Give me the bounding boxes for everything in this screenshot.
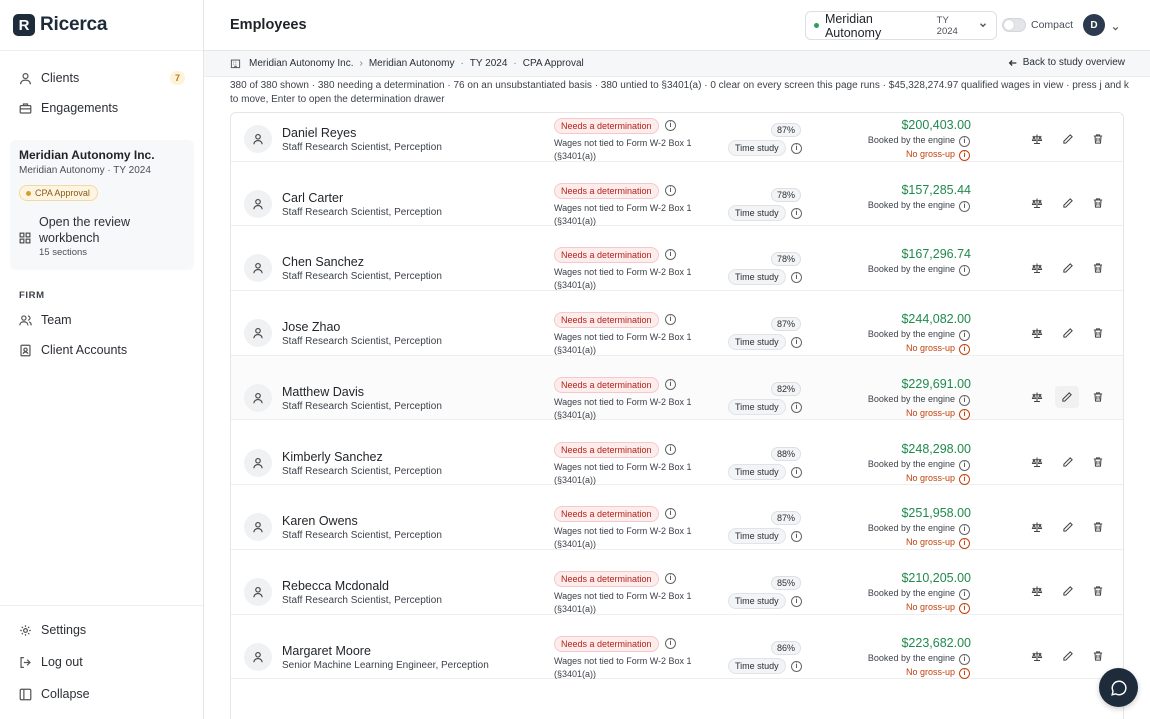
booked-label: Booked by the engine [867,587,955,598]
study-select[interactable] [805,11,997,40]
info-icon[interactable]: i [959,330,970,341]
info-icon[interactable]: i [959,474,970,485]
booked-label: Booked by the engine [867,264,955,275]
scale-icon[interactable] [1030,456,1043,469]
person-icon [244,578,272,606]
employee-name[interactable]: Matthew Davis [282,384,364,399]
gross-up-label: No gross-up [905,149,955,159]
info-icon[interactable]: i [665,573,676,584]
percentage-badge: 87% [771,317,801,331]
breadcrumb [204,51,1150,77]
nav-engagements[interactable] [19,101,185,115]
nav-label: Log out [41,655,83,669]
wage-note: Wages not tied to Form W-2 Box 1 (§3401(a)) [554,202,692,226]
person-icon [244,319,272,347]
trash-icon[interactable] [1091,585,1104,598]
workbench-sub: 15 sections [39,247,88,258]
employee-title: Staff Research Scientist, Perception [282,465,442,477]
time-study-badge: Time study [728,269,786,285]
scale-icon[interactable] [1030,326,1043,339]
employee-title: Staff Research Scientist, Perception [282,206,442,218]
info-icon[interactable]: i [665,120,676,131]
needs-determination-badge[interactable]: Needs a determination [554,118,659,134]
firm-section-label: FIRM [19,290,45,301]
briefcase-icon [19,102,32,115]
nav-label: Engagements [41,101,119,115]
booked-label: Booked by the engine [867,199,955,210]
info-icon[interactable]: i [959,589,970,600]
info-icon[interactable]: i [791,337,802,348]
gross-up-label: No gross-up [905,601,955,612]
table-row[interactable] [231,226,1123,291]
nav-label: Clients [41,71,80,85]
nav-label: Settings [41,623,87,637]
chat-button[interactable] [1099,668,1138,707]
breadcrumb-year: TY 2024 [469,58,508,69]
employee-list [230,112,1124,719]
table-row[interactable] [231,679,1123,719]
info-icon[interactable]: i [959,395,970,406]
wage-note: Wages not tied to Form W-2 Box 1 (§3401(a)) [554,396,692,420]
scale-icon[interactable] [1030,197,1043,210]
info-icon[interactable]: i [959,460,970,471]
wage-note: Wages not tied to Form W-2 Box 1 (§3401(a)) [554,655,692,679]
wage-note: Wages not tied to Form W-2 Box 1 (§3401(a)) [554,526,692,550]
info-icon[interactable]: i [959,603,970,614]
edit-icon[interactable] [1061,197,1074,210]
nav-settings[interactable] [19,623,185,637]
person-icon [244,384,272,412]
edit-icon[interactable] [1061,456,1074,469]
needs-determination-badge[interactable]: Needs a determination [554,442,659,458]
brand[interactable] [13,14,107,36]
time-study-badge: Time study [728,399,786,415]
info-icon[interactable]: i [665,444,676,455]
booked-label: Booked by the engine [867,523,955,534]
table-row[interactable] [231,112,1123,162]
id-card-icon [19,344,32,357]
info-icon[interactable]: i [791,531,802,542]
table-row[interactable] [231,356,1123,421]
nav-label: Collapse [41,687,90,701]
breadcrumb-client[interactable]: Meridian Autonomy Inc. [249,58,354,69]
wage-note: Wages not tied to Form W-2 Box 1 (§3401(a)) [554,138,692,161]
edit-icon[interactable] [1061,261,1074,274]
back-label: Back to study overview [1022,57,1125,68]
employee-title: Staff Research Scientist, Perception [282,142,442,153]
scale-icon[interactable] [1030,261,1043,274]
trash-icon[interactable] [1091,456,1104,469]
breadcrumb-separator: · [460,58,464,69]
employee-name[interactable]: Chen Sanchez [282,255,365,270]
status-badge [19,185,98,201]
scale-icon[interactable] [1030,585,1043,598]
brand-name: Ricerca [40,14,108,35]
edit-icon[interactable] [1061,520,1074,533]
qualified-wage-amount: $167,296.74 [901,247,971,262]
employee-title: Staff Research Scientist, Perception [282,594,442,606]
time-study-badge: Time study [728,205,786,221]
client-card [10,140,194,270]
arrow-left-icon [1008,58,1018,68]
info-icon[interactable]: i [959,265,970,276]
topbar [204,0,1150,51]
compact-label: Compact [1031,19,1074,31]
info-icon[interactable]: i [665,638,676,649]
trash-icon[interactable] [1091,520,1104,533]
table-row[interactable] [231,550,1123,615]
percentage-badge: 87% [771,511,801,525]
needs-determination-badge[interactable]: Needs a determination [554,183,659,199]
nav-clients[interactable] [19,71,185,85]
info-icon[interactable]: i [791,596,802,607]
percentage-badge: 87% [771,123,801,137]
needs-determination-badge[interactable]: Needs a determination [554,247,659,263]
needs-determination-badge[interactable]: Needs a determination [554,506,659,522]
info-icon[interactable]: i [791,467,802,478]
booked-label: Booked by the engine [867,329,955,340]
employee-name[interactable]: Jose Zhao [282,320,341,335]
table-row[interactable] [231,485,1123,550]
needs-determination-badge[interactable]: Needs a determination [554,312,659,328]
scale-icon[interactable] [1030,650,1043,663]
breadcrumb-separator: › [359,58,363,69]
percentage-badge: 78% [771,252,801,266]
employee-name[interactable]: Karen Owens [282,514,358,529]
qualified-wage-amount: $223,682.00 [901,635,971,650]
info-icon[interactable]: i [791,143,802,154]
info-icon[interactable]: i [959,201,970,212]
percentage-badge: 86% [771,641,801,655]
gross-up-label: No gross-up [905,666,955,677]
needs-determination-badge[interactable]: Needs a determination [554,377,659,393]
edit-icon[interactable] [1061,132,1074,145]
trash-icon[interactable] [1091,326,1104,339]
person-icon [244,449,272,477]
trash-icon[interactable] [1091,132,1104,145]
info-icon[interactable]: i [791,402,802,413]
qualified-wage-amount: $210,205.00 [901,570,971,585]
booked-label: Booked by the engine [867,458,955,469]
nav-label: Team [41,313,72,327]
status-dot [814,23,819,28]
employee-name[interactable]: Margaret Moore [282,643,371,658]
info-icon[interactable]: i [665,314,676,325]
qualified-wage-amount: $157,285.44 [901,182,971,197]
scale-icon[interactable] [1030,520,1043,533]
open-workbench-link[interactable] [19,214,159,258]
employee-title: Staff Research Scientist, Perception [282,400,442,412]
info-icon[interactable]: i [959,668,970,679]
employee-name[interactable]: Carl Carter [282,190,344,205]
clients-count-badge: 7 [170,71,185,85]
sidebar [0,0,204,719]
employee-name[interactable]: Rebecca Mcdonald [282,578,390,593]
time-study-badge: Time study [728,528,786,544]
trash-icon[interactable] [1091,261,1104,274]
edit-icon[interactable] [1055,386,1079,408]
users-icon [19,314,32,327]
time-study-badge: Time study [728,593,786,609]
qualified-wage-amount: $229,691.00 [901,376,971,391]
gross-up-label: No gross-up [905,472,955,483]
gross-up-label: No gross-up [905,537,955,548]
person-icon [244,254,272,282]
wage-note: Wages not tied to Form W-2 Box 1 (§3401(a)) [554,332,692,356]
nav-collapse[interactable] [19,687,185,701]
building-icon [230,58,241,69]
info-icon[interactable]: i [959,409,970,420]
table-row[interactable] [231,421,1123,486]
study-year: TY 2024 [936,14,958,37]
needs-determination-badge[interactable]: Needs a determination [554,571,659,587]
study-name: Meridian Autonomy [824,11,882,40]
person-icon [244,513,272,541]
divider [0,50,203,51]
info-icon[interactable]: i [665,249,676,260]
trash-icon[interactable] [1091,650,1104,663]
trash-icon[interactable] [1091,391,1104,404]
info-icon[interactable]: i [665,508,676,519]
employee-title: Staff Research Scientist, Perception [282,530,442,542]
booked-label: Booked by the engine [867,393,955,404]
workbench-title: Open the review workbench [39,215,131,245]
logout-icon [19,656,32,669]
trash-icon[interactable] [1091,197,1104,210]
chevron-down-icon [978,19,988,33]
gross-up-label: No gross-up [905,343,955,354]
edit-icon[interactable] [1061,585,1074,598]
info-icon[interactable]: i [959,654,970,665]
qualified-wage-amount: $251,958.00 [901,506,971,521]
chat-bubble-icon [1110,679,1128,697]
person-icon [244,125,272,153]
divider [0,605,203,606]
page-title: Employees [230,17,307,33]
edit-icon[interactable] [1061,650,1074,663]
compact-toggle[interactable] [1002,18,1026,32]
gear-icon [19,624,32,637]
person-icon [244,643,272,671]
time-study-badge: Time study [728,658,786,674]
scale-icon[interactable] [1030,391,1043,404]
percentage-badge: 85% [771,576,801,590]
list-summary: 380 of 380 shown · 380 needing a determination · 76 on an unsubstantiated basis · 380 untied to §3401(a) · 0 clear on every screen this page runs · $45,328,274.97 qualified wages in view · press j and k to move, Enter to open the determination drawer [230,80,1129,105]
grid-icon [19,232,31,244]
info-icon[interactable]: i [665,379,676,390]
qualified-wage-amount: $248,298.00 [901,441,971,456]
nav-label: Client Accounts [41,343,128,357]
info-icon[interactable]: i [665,185,676,196]
needs-determination-badge[interactable]: Needs a determination [554,636,659,652]
info-icon[interactable]: i [959,524,970,535]
edit-icon[interactable] [1061,326,1074,339]
user-icon [19,72,32,85]
info-icon[interactable]: i [791,208,802,219]
breadcrumb-separator: · [513,58,517,69]
collapse-icon [19,688,32,701]
employee-title: Staff Research Scientist, Perception [282,271,442,283]
client-sub: Meridian Autonomy · TY 2024 [19,165,151,176]
percentage-badge: 88% [771,447,801,461]
employee-title: Staff Research Scientist, Perception [282,336,442,348]
info-icon[interactable]: i [959,344,970,355]
status-label: CPA Approval [35,188,90,198]
percentage-badge: 82% [771,382,801,396]
info-icon[interactable]: i [959,150,970,161]
table-row[interactable] [231,615,1123,680]
booked-label: Booked by the engine [867,135,955,145]
avatar[interactable]: D [1083,14,1105,36]
person-icon [244,190,272,218]
breadcrumb-stage: CPA Approval [522,58,584,69]
nav-team[interactable] [19,313,185,327]
wage-note: Wages not tied to Form W-2 Box 1 (§3401(a)) [554,590,692,614]
wage-note: Wages not tied to Form W-2 Box 1 (§3401(a)) [554,461,692,485]
nav-client-accounts[interactable] [19,343,185,357]
scale-icon[interactable] [1030,132,1043,145]
time-study-badge: Time study [728,334,786,350]
time-study-badge: Time study [728,140,786,156]
table-row[interactable] [231,291,1123,356]
qualified-wage-amount: $244,082.00 [901,312,971,327]
breadcrumb-study[interactable]: Meridian Autonomy [368,58,455,69]
info-icon[interactable]: i [959,136,970,147]
info-icon[interactable]: i [791,661,802,672]
status-dot [26,191,31,196]
chevron-down-icon[interactable] [1111,20,1120,38]
time-study-badge: Time study [728,464,786,480]
employee-name[interactable]: Kimberly Sanchez [282,449,383,464]
info-icon[interactable]: i [959,538,970,549]
qualified-wage-amount: $200,403.00 [901,118,971,132]
back-to-overview-link[interactable] [1008,57,1125,68]
percentage-badge: 78% [771,188,801,202]
employee-title: Senior Machine Learning Engineer, Perception [282,659,489,671]
info-icon[interactable]: i [791,272,802,283]
wage-note: Wages not tied to Form W-2 Box 1 (§3401(a)) [554,267,692,291]
table-row[interactable] [231,162,1123,227]
gross-up-label: No gross-up [905,407,955,418]
brand-logo: R [13,14,35,36]
client-name: Meridian Autonomy Inc. [19,148,155,162]
booked-label: Booked by the engine [867,652,955,663]
employee-name[interactable]: Daniel Reyes [282,126,357,140]
nav-logout[interactable] [19,655,185,669]
